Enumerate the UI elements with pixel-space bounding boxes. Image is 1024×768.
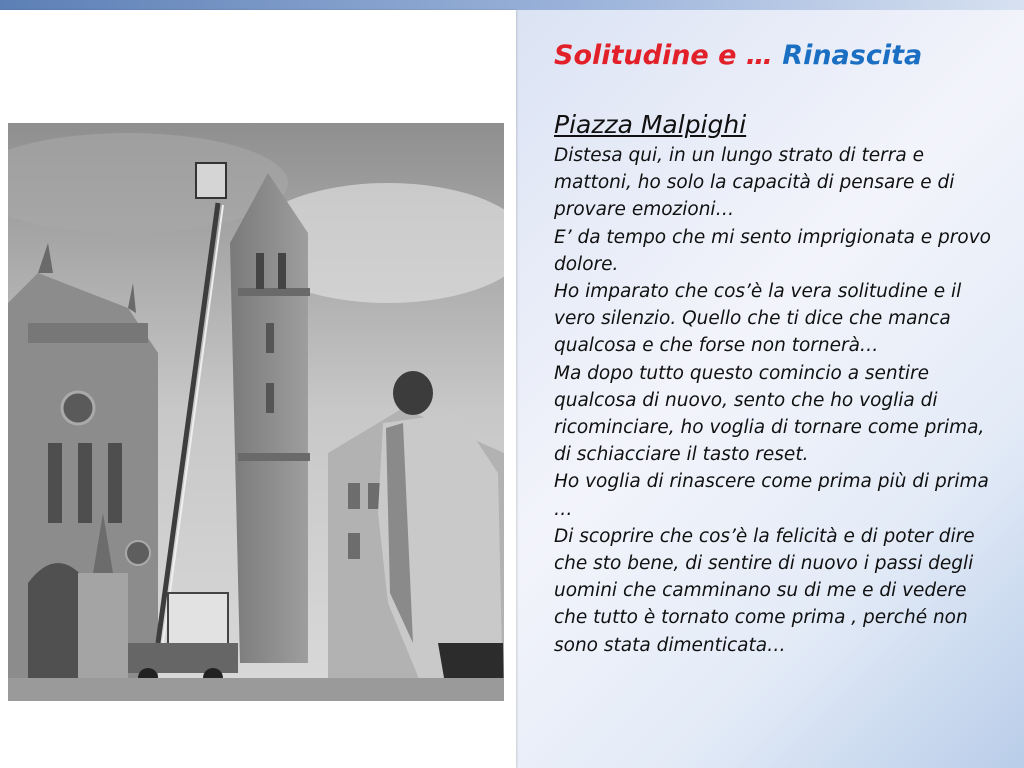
photo-frame — [0, 10, 516, 768]
poem-paragraph-1: Distesa qui, in un lungo strato di terra e mattoni, ho solo la capacità di pensare e di provare emozioni… — [554, 145, 955, 221]
title-part-solitudine: Solitudine e … — [554, 40, 773, 71]
slide-top-bar — [0, 0, 1024, 10]
title-part-rinascita: Rinascita — [782, 40, 923, 71]
poem-paragraph-2: E’ da tempo che mi sento imprigionata e provo dolore. — [554, 226, 991, 275]
text-column — [554, 36, 994, 659]
poem-paragraph-3: Ho imparato che cos’è la vera solitudine e il vero silenzio. Quello che ti dice che manca qualcosa e che forse non tornerà… — [554, 281, 962, 357]
poem-paragraph-5: Ho voglia di rinascere come prima più di prima … — [554, 471, 989, 520]
poem-paragraph-6: Di scoprire che cos’è la felicità e di poter dire che sto bene, di sentire di nuovo i passi degli uomini che camminano su di me e di vedere che tutto è tornato come prima , perché non sono stata dimenticata… — [554, 525, 975, 656]
poem-paragraph-4: Ma dopo tutto questo comincio a sentire qualcosa di nuovo, sento che ho voglia di ricominciare, ho voglia di tornare come prima, di schiacciare il tasto reset. — [554, 362, 985, 466]
slide-title — [554, 36, 994, 76]
poem-body — [554, 142, 994, 659]
piazza-photo — [8, 123, 504, 701]
subtitle-piazza-malpighi: Piazza Malpighi — [554, 110, 747, 139]
